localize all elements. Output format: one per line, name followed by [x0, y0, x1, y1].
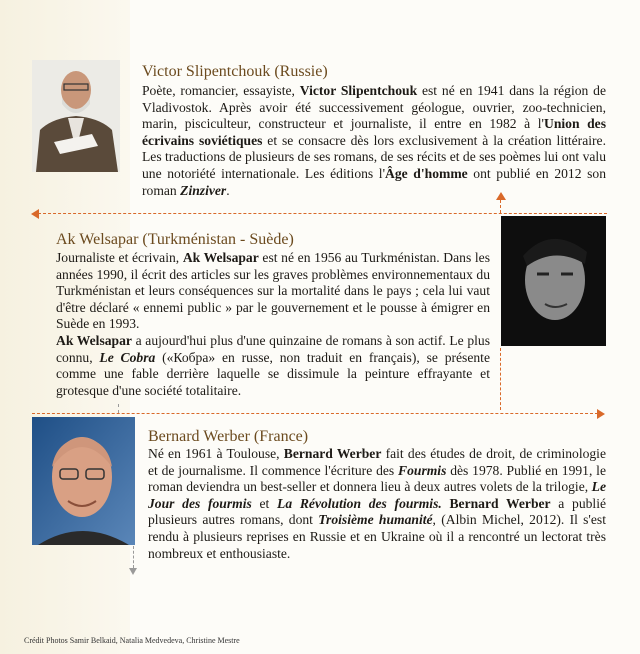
book-title: Fourmis [398, 462, 447, 478]
bio-text: Poète, romancier, essayiste, [142, 83, 300, 98]
dashed-connector [32, 413, 598, 414]
author-bio [148, 446, 606, 562]
bio-text: a aujourd'hui plus d'une quinzaine de romans à son actif. Le plus connu, [56, 332, 490, 365]
photo-ak-welsapar [501, 216, 606, 346]
dashed-connector [118, 404, 119, 413]
photo-credit: Crédit Photos Samir Belkaid, Natalia Medvedeva, Christine Mestre [24, 636, 240, 645]
arrow-down-icon [129, 568, 137, 575]
emphasis-text: Union des écrivains soviétiques [142, 116, 606, 148]
author-title: Bernard Werber (France) [148, 428, 309, 445]
bio-text: et se consacre dès lors exclusivement à la création littéraire. Les traductions de plusieurs de ses romans, de ses récits et de ses poèmes lui ont valu une notoriété internationale. Les éditions l' [142, 132, 606, 181]
emphasis-text: Bernard Werber [283, 446, 382, 461]
photo-victor-slipentchouk [32, 60, 120, 172]
dashed-connector [133, 546, 134, 568]
bio-text: («Кобра» en russe, non traduit en français), se présente comme une fable derrière laquelle se dissimule la peinture effrayante et grotesque d'une société totalitaire. [56, 349, 490, 398]
emphasis-text: Bernard Werber [449, 495, 551, 511]
bio-text: dès 1978. Publié en 1991, le roman deviendra un best-seller et donnera lieu à deux autres volets de la trilogie, [148, 462, 606, 495]
bio-text: fait des études de droit, de criminologie et de journalisme. Il commence l'écriture des [148, 446, 606, 478]
arrow-up-icon [496, 192, 506, 200]
book-title: La Révolution des fourmis. [277, 495, 442, 511]
bio-text: ont publié en 2012 son roman [142, 165, 607, 198]
emphasis-text: Ak Welsapar [182, 250, 259, 265]
book-title: Zinziver [180, 182, 227, 198]
author-bio [142, 83, 606, 199]
dashed-connector [500, 200, 501, 213]
dashed-connector [38, 213, 607, 214]
arrow-left-icon [31, 209, 39, 219]
photo-bernard-werber [32, 417, 135, 545]
book-title: Le Cobra [99, 349, 156, 365]
bio-text: et [251, 495, 278, 511]
bio-text: est né en 1956 au Turkménistan. Dans les années 1990, il écrit des articles sur les graves problèmes environnementaux du Turkménistan et leurs conséquences sur la mortalité dans le pays ; cela lui vaut d'être déclaré « ennemi public » par le gouvernement et le pousse à émigrer en Suède en 1993. [56, 250, 490, 332]
author-title: Victor Slipentchouk (Russie) [142, 63, 328, 80]
emphasis-text: Âge d'homme [385, 165, 468, 181]
emphasis-text: Victor Slipentchouk [299, 83, 418, 98]
bio-paragraph [56, 333, 490, 399]
bio-text: Né en 1961 à Toulouse, [148, 446, 284, 461]
book-title: Le Jour des fourmis [148, 479, 606, 511]
bio-text: Journaliste et écrivain, [56, 250, 183, 265]
bio-text: . [226, 182, 230, 198]
emphasis-text: Ak Welsapar [56, 332, 132, 348]
bio-text: est né en 1941 dans la région de Vladivostok. Après avoir été successivement géologue, ouvrier, zoo-technicien, marin, pisciculteur, constructeur et journaliste, il entre en 1982 à l' [142, 83, 606, 132]
author-bio [56, 250, 490, 399]
book-title: Troisième humanité [318, 512, 433, 528]
bio-text: a publié plusieurs autres romans, dont [148, 495, 607, 528]
author-title: Ak Welsapar (Turkménistan - Suède) [56, 231, 294, 248]
dashed-connector [500, 348, 501, 410]
arrow-right-icon [597, 409, 605, 419]
bio-text: , (Albin Michel, 2012). Il s'est rendu à plusieurs reprises en Russie et en Ukraine où il a rencontré un lectorat très nombreux et enthousiaste. [148, 512, 606, 561]
bio-paragraph [56, 250, 490, 333]
